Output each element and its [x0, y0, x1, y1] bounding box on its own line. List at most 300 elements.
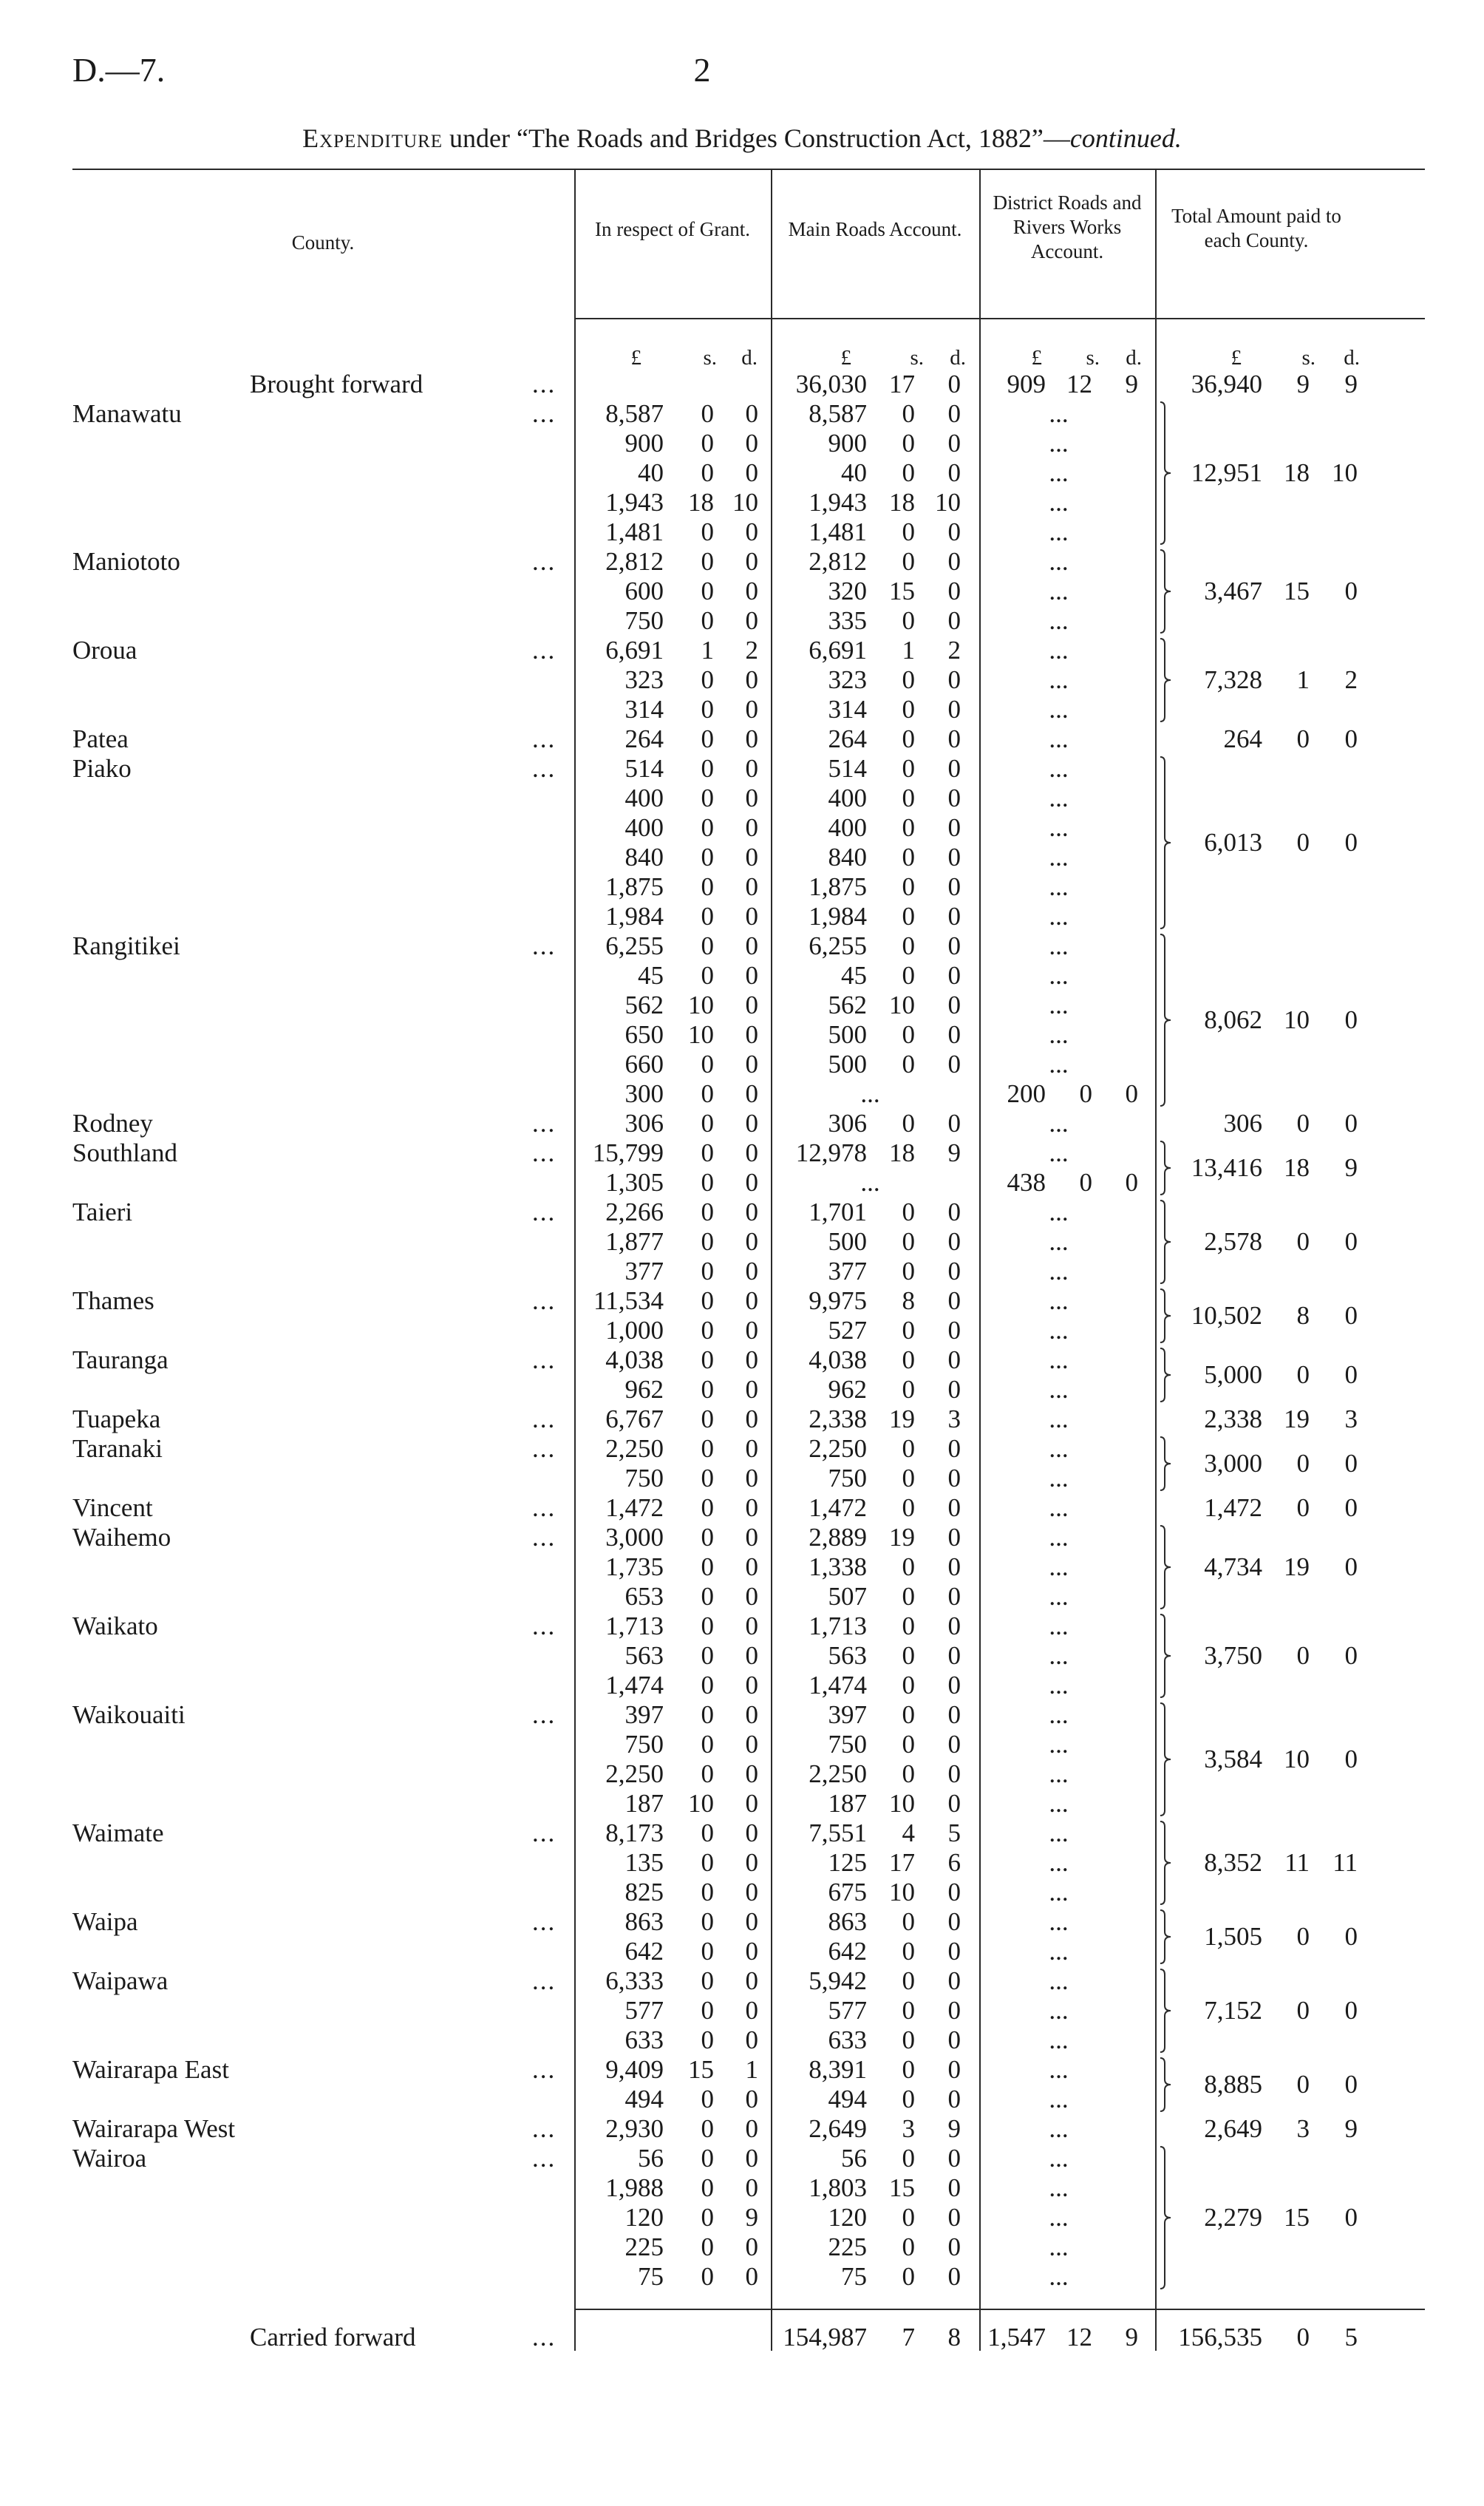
total-shilling-unit: s. — [1301, 346, 1315, 370]
total-pounds: 7,328 — [1204, 665, 1262, 694]
grant-pounds: 6,255 — [605, 931, 664, 960]
county-name: Tuapeka — [72, 1405, 161, 1433]
main-pence: 0 — [947, 1257, 961, 1286]
main-pounds: 45 — [841, 961, 867, 990]
county-column-header: County. — [291, 231, 355, 254]
grant-pence: 0 — [745, 2262, 758, 2291]
main-shillings: 0 — [902, 1050, 915, 1079]
grant-shillings: 0 — [701, 724, 714, 753]
district-empty-dots: ... — [1049, 577, 1069, 605]
grant-pounds: 397 — [624, 1700, 664, 1729]
main-pounds: 4,038 — [809, 1345, 867, 1374]
main-pounds: 1,984 — [809, 902, 867, 931]
total-pence: 0 — [1344, 1922, 1358, 1951]
bf-total-pounds: 36,940 — [1191, 370, 1262, 398]
county-name: Wairarapa West — [72, 2114, 236, 2143]
cf-main-pounds: 154,987 — [783, 2323, 867, 2352]
grant-pounds: 1,474 — [605, 1671, 664, 1699]
district-pounds: 200 — [1007, 1079, 1046, 1108]
grant-pounds: 6,767 — [605, 1405, 664, 1433]
district-empty-dots: ... — [1049, 2203, 1069, 2232]
district-empty-dots: ... — [1049, 1257, 1069, 1286]
district-empty-dots: ... — [1049, 1996, 1069, 2025]
grant-pounds: 900 — [624, 429, 664, 458]
leader-dots: ... — [532, 754, 556, 783]
grant-pounds: 650 — [624, 1020, 664, 1049]
total-shillings: 0 — [1296, 1493, 1310, 1522]
main-shillings: 0 — [902, 1730, 915, 1759]
document-reference: D.—7. — [72, 51, 166, 89]
main-shillings: 0 — [902, 754, 915, 783]
grant-shillings: 0 — [701, 1168, 714, 1197]
grant-pounds: 6,691 — [605, 636, 664, 665]
grant-shillings: 0 — [701, 665, 714, 694]
main-shillings: 0 — [902, 547, 915, 576]
grant-pence: 0 — [745, 1345, 758, 1374]
main-shillings: 0 — [902, 1434, 915, 1463]
main-pounds: 9,975 — [809, 1286, 867, 1315]
main-empty-dots: ... — [860, 1079, 880, 1108]
grant-shillings: 0 — [701, 2144, 714, 2173]
grant-pounds: 1,984 — [605, 902, 664, 931]
grouping-brace — [1159, 401, 1175, 545]
main-pounds: 6,691 — [809, 636, 867, 665]
main-pounds: 397 — [828, 1700, 867, 1729]
main-pence: 0 — [947, 1493, 961, 1522]
table-row — [0, 754, 1484, 784]
table-row — [0, 1079, 1484, 1109]
leader-dots: ... — [532, 2144, 556, 2173]
grant-shillings: 0 — [701, 1109, 714, 1138]
district-empty-dots: ... — [1049, 1286, 1069, 1315]
title-text: under “The Roads and Bridges Construction Act, 1882”— — [443, 123, 1070, 153]
main-empty-dots: ... — [860, 1168, 880, 1197]
grant-column-header: In respect of Grant. — [595, 218, 750, 240]
main-shillings: 0 — [902, 931, 915, 960]
leader-dots: ... — [532, 2055, 556, 2084]
grant-pounds: 633 — [624, 2025, 664, 2054]
main-shillings: 0 — [902, 961, 915, 990]
main-pence: 0 — [947, 1227, 961, 1256]
district-shilling-unit: s. — [1086, 346, 1100, 370]
district-empty-dots: ... — [1049, 1316, 1069, 1345]
main-pounds: 2,250 — [809, 1759, 867, 1788]
district-empty-dots: ... — [1049, 1464, 1069, 1493]
table-row — [0, 488, 1484, 517]
leader-dots: ... — [532, 1700, 556, 1729]
main-shillings: 0 — [902, 2144, 915, 2173]
grant-pence: 0 — [745, 665, 758, 694]
grant-shilling-unit: s. — [703, 346, 717, 370]
grant-pounds: 562 — [624, 991, 664, 1019]
main-pence: 0 — [947, 2144, 961, 2173]
grant-pence-unit: d. — [741, 346, 758, 370]
total-amount-column-header: Total Amount paid to each County. — [1171, 205, 1341, 251]
main-pounds: 500 — [828, 1050, 867, 1079]
grant-pounds: 40 — [638, 458, 664, 487]
grant-pounds: 3,000 — [605, 1523, 664, 1552]
total-pence: 0 — [1344, 1552, 1358, 1581]
leader-dots: ... — [532, 547, 556, 576]
main-shillings: 0 — [902, 1257, 915, 1286]
main-shillings: 0 — [902, 2085, 915, 2113]
cf-main-shillings: 7 — [902, 2323, 915, 2352]
total-shillings: 19 — [1284, 1405, 1310, 1433]
grant-pounds: 1,472 — [605, 1493, 664, 1522]
table-row — [0, 2232, 1484, 2262]
main-pence: 10 — [935, 488, 961, 517]
main-shillings: 0 — [902, 1700, 915, 1729]
grouping-brace — [1159, 1969, 1175, 2053]
grant-pounds: 1,713 — [605, 1612, 664, 1640]
grant-shillings: 0 — [701, 1700, 714, 1729]
district-empty-dots: ... — [1049, 606, 1069, 635]
total-pounds: 8,885 — [1204, 2070, 1262, 2099]
main-pence: 9 — [947, 2114, 961, 2143]
district-empty-dots: ... — [1049, 1552, 1069, 1581]
grant-pounds: 1,943 — [605, 488, 664, 517]
total-pounds: 6,013 — [1204, 828, 1262, 857]
total-shillings: 15 — [1284, 2203, 1310, 2232]
main-shillings: 15 — [889, 2173, 915, 2202]
grant-pounds: 600 — [624, 577, 664, 605]
grant-pounds: 642 — [624, 1937, 664, 1966]
grant-pence: 0 — [745, 1079, 758, 1108]
table-row — [0, 1878, 1484, 1907]
grant-pence: 0 — [745, 1138, 758, 1167]
grant-pounds: 120 — [624, 2203, 664, 2232]
grant-shillings: 0 — [701, 1198, 714, 1226]
main-pounds: 1,481 — [809, 517, 867, 546]
district-empty-dots: ... — [1049, 1878, 1069, 1906]
cf-district-shillings: 12 — [1066, 2323, 1092, 2352]
grant-pounds: 225 — [624, 2232, 664, 2261]
grant-pence: 0 — [745, 961, 758, 990]
total-pence: 0 — [1344, 1449, 1358, 1478]
district-shillings: 0 — [1079, 1168, 1092, 1197]
district-empty-dots: ... — [1049, 429, 1069, 458]
leader-dots: ... — [532, 2323, 556, 2352]
district-empty-dots: ... — [1049, 1198, 1069, 1226]
district-empty-dots: ... — [1049, 1700, 1069, 1729]
grant-shillings: 0 — [701, 1878, 714, 1906]
main-pounds: 2,649 — [809, 2114, 867, 2143]
total-pounds: 306 — [1223, 1109, 1262, 1138]
grant-shillings: 0 — [701, 1641, 714, 1670]
county-name: Rodney — [72, 1109, 153, 1138]
main-shillings: 0 — [902, 2262, 915, 2291]
main-pounds: 320 — [828, 577, 867, 605]
leader-dots: ... — [532, 370, 556, 398]
grouping-brace — [1159, 638, 1175, 722]
leader-dots: ... — [532, 1523, 556, 1552]
main-pence: 0 — [947, 1759, 961, 1788]
total-shillings: 15 — [1284, 577, 1310, 605]
grant-shillings: 0 — [701, 1434, 714, 1463]
bf-total-pence: 9 — [1344, 370, 1358, 398]
grant-pounds: 187 — [624, 1789, 664, 1818]
total-pounds: 10,502 — [1191, 1301, 1262, 1330]
main-shillings: 0 — [902, 1227, 915, 1256]
table-row — [0, 517, 1484, 547]
district-empty-dots: ... — [1049, 1671, 1069, 1699]
grant-pounds: 825 — [624, 1878, 664, 1906]
main-pounds: 8,587 — [809, 399, 867, 428]
main-pence: 0 — [947, 1700, 961, 1729]
county-name: Vincent — [72, 1493, 153, 1522]
leader-dots: ... — [532, 636, 556, 665]
cf-total-pence: 5 — [1344, 2323, 1358, 2352]
county-name: Patea — [72, 724, 129, 753]
main-shillings: 0 — [902, 1759, 915, 1788]
main-shillings: 0 — [902, 1937, 915, 1966]
bf-main-pence: 0 — [947, 370, 961, 398]
grouping-brace — [1159, 934, 1175, 1107]
leader-dots: ... — [532, 1405, 556, 1433]
grant-pounds: 1,481 — [605, 517, 664, 546]
main-shillings: 0 — [902, 1345, 915, 1374]
grouping-brace — [1159, 2146, 1175, 2289]
total-pence: 0 — [1344, 1109, 1358, 1138]
table-row — [0, 399, 1484, 429]
cf-total-pounds: 156,535 — [1178, 2323, 1262, 2352]
main-shillings: 8 — [902, 1286, 915, 1315]
total-pence: 0 — [1344, 577, 1358, 605]
grant-pounds: 1,875 — [605, 872, 664, 901]
grant-pence: 0 — [745, 1464, 758, 1493]
county-name: Waikouaiti — [72, 1700, 186, 1729]
total-shillings: 11 — [1284, 1848, 1310, 1877]
grant-pence: 0 — [745, 1730, 758, 1759]
main-pence: 0 — [947, 1641, 961, 1670]
table-bottom-rule — [575, 2309, 1425, 2310]
grant-pounds: 1,000 — [605, 1316, 664, 1345]
main-shillings: 4 — [902, 1819, 915, 1847]
main-shillings: 19 — [889, 1405, 915, 1433]
grant-shillings: 0 — [701, 2232, 714, 2261]
main-pounds: 527 — [828, 1316, 867, 1345]
main-shillings: 0 — [902, 1109, 915, 1138]
page-number: 2 — [693, 51, 711, 89]
main-pence: 0 — [947, 1671, 961, 1699]
district-pounds: 438 — [1007, 1168, 1046, 1197]
main-pence: 0 — [947, 1316, 961, 1345]
main-pounds: 264 — [828, 724, 867, 753]
grant-shillings: 0 — [701, 2025, 714, 2054]
main-pounds: 2,812 — [809, 547, 867, 576]
district-empty-dots: ... — [1049, 488, 1069, 517]
grant-pounds: 2,250 — [605, 1759, 664, 1788]
grant-pounds: 750 — [624, 1464, 664, 1493]
main-pence: 0 — [947, 1730, 961, 1759]
grant-shillings: 0 — [701, 517, 714, 546]
grant-pounds: 514 — [624, 754, 664, 783]
table-row — [0, 1612, 1484, 1641]
main-pounds: 1,474 — [809, 1671, 867, 1699]
grouping-brace — [1159, 1436, 1175, 1491]
grant-shillings: 0 — [701, 1730, 714, 1759]
main-pounds: 750 — [828, 1730, 867, 1759]
district-empty-dots: ... — [1049, 784, 1069, 812]
grant-pounds: 840 — [624, 843, 664, 872]
grant-pounds: 2,812 — [605, 547, 664, 576]
grant-pounds: 660 — [624, 1050, 664, 1079]
district-empty-dots: ... — [1049, 1819, 1069, 1847]
grant-pence: 0 — [745, 1996, 758, 2025]
main-pounds: 900 — [828, 429, 867, 458]
main-shillings: 0 — [902, 1641, 915, 1670]
main-pence: 0 — [947, 1996, 961, 2025]
total-shillings: 0 — [1296, 1641, 1310, 1670]
main-pounds: 125 — [828, 1848, 867, 1877]
main-shillings: 18 — [889, 488, 915, 517]
table-row — [0, 872, 1484, 902]
total-pence: 10 — [1332, 458, 1358, 487]
grant-shillings: 0 — [701, 2114, 714, 2143]
main-pounds: 323 — [828, 665, 867, 694]
main-shillings: 0 — [902, 695, 915, 724]
table-row — [0, 695, 1484, 724]
grant-pounds: 11,534 — [593, 1286, 664, 1315]
table-row — [0, 1789, 1484, 1819]
main-pence: 0 — [947, 1434, 961, 1463]
grant-shillings: 0 — [701, 1464, 714, 1493]
grant-pence: 0 — [745, 2025, 758, 2054]
main-pounds: 2,889 — [809, 1523, 867, 1552]
district-empty-dots: ... — [1049, 2055, 1069, 2084]
grant-shillings: 0 — [701, 813, 714, 842]
total-pence: 0 — [1344, 2070, 1358, 2099]
grant-pence: 0 — [745, 1227, 758, 1256]
district-pound-unit: £ — [1031, 346, 1042, 370]
grant-pounds: 8,587 — [605, 399, 664, 428]
table-row — [0, 1671, 1484, 1700]
brought-forward-row — [0, 370, 1484, 399]
leader-dots: ... — [532, 1966, 556, 1995]
main-shillings: 0 — [902, 1612, 915, 1640]
district-empty-dots: ... — [1049, 1345, 1069, 1374]
grant-pence: 0 — [745, 1582, 758, 1611]
main-shillings: 19 — [889, 1523, 915, 1552]
cf-district-pence: 9 — [1125, 2323, 1138, 2352]
main-pence: 0 — [947, 429, 961, 458]
table-row — [0, 1582, 1484, 1612]
grant-pence: 0 — [745, 1523, 758, 1552]
grant-pence: 0 — [745, 931, 758, 960]
main-pounds: 563 — [828, 1641, 867, 1670]
grant-pence: 10 — [732, 488, 758, 517]
grant-shillings: 0 — [701, 961, 714, 990]
main-shillings: 0 — [902, 1671, 915, 1699]
grant-pence: 0 — [745, 577, 758, 605]
main-pounds: 494 — [828, 2085, 867, 2113]
grouping-brace — [1159, 1348, 1175, 1402]
total-pounds: 13,416 — [1191, 1153, 1262, 1182]
grant-shillings: 0 — [701, 872, 714, 901]
main-shillings: 18 — [889, 1138, 915, 1167]
page-title — [0, 123, 1484, 154]
county-name: Maniototo — [72, 547, 180, 576]
total-pence: 0 — [1344, 1227, 1358, 1256]
main-pounds: 1,472 — [809, 1493, 867, 1522]
bf-main-shillings: 17 — [889, 370, 915, 398]
county-name: Waikato — [72, 1612, 158, 1640]
county-name: Waipawa — [72, 1966, 169, 1995]
district-empty-dots: ... — [1049, 399, 1069, 428]
grouping-brace — [1159, 756, 1175, 929]
total-shillings: 1 — [1296, 665, 1310, 694]
main-pounds: 306 — [828, 1109, 867, 1138]
district-pence: 0 — [1125, 1079, 1138, 1108]
main-pounds: 400 — [828, 784, 867, 812]
grant-pence: 0 — [745, 517, 758, 546]
grant-pence: 0 — [745, 754, 758, 783]
main-shillings: 0 — [902, 399, 915, 428]
main-pence: 0 — [947, 872, 961, 901]
bf-district-shillings: 12 — [1066, 370, 1092, 398]
total-pound-unit: £ — [1231, 346, 1242, 370]
grant-pence: 0 — [745, 2144, 758, 2173]
grant-pounds: 9,409 — [605, 2055, 664, 2084]
main-pounds: 1,338 — [809, 1552, 867, 1581]
table-row — [0, 2262, 1484, 2292]
grouping-brace — [1159, 1200, 1175, 1284]
grant-pounds: 8,173 — [605, 1819, 664, 1847]
main-pounds: 962 — [828, 1375, 867, 1404]
total-pence: 0 — [1344, 724, 1358, 753]
main-pence: 0 — [947, 1198, 961, 1226]
grant-pence: 0 — [745, 429, 758, 458]
grant-shillings: 0 — [701, 1050, 714, 1079]
main-shillings: 0 — [902, 784, 915, 812]
main-pounds: 314 — [828, 695, 867, 724]
district-empty-dots: ... — [1049, 1848, 1069, 1877]
grant-pounds: 300 — [624, 1079, 664, 1108]
district-empty-dots: ... — [1049, 813, 1069, 842]
main-pence: 0 — [947, 754, 961, 783]
district-empty-dots: ... — [1049, 961, 1069, 990]
total-shillings: 10 — [1284, 1745, 1310, 1773]
main-pounds: 840 — [828, 843, 867, 872]
bf-district-pounds: 909 — [1007, 370, 1046, 398]
table-row — [0, 636, 1484, 665]
main-pounds: 8,391 — [809, 2055, 867, 2084]
grant-pound-unit: £ — [630, 346, 641, 370]
main-pence: 0 — [947, 517, 961, 546]
brought-forward-label: Brought forward — [250, 370, 423, 398]
grant-pence: 0 — [745, 1552, 758, 1581]
district-empty-dots: ... — [1049, 1759, 1069, 1788]
grant-pounds: 323 — [624, 665, 664, 694]
total-pence: 0 — [1344, 1745, 1358, 1773]
main-shillings: 0 — [902, 1493, 915, 1522]
leader-dots: ... — [532, 1493, 556, 1522]
bf-total-shillings: 9 — [1296, 370, 1310, 398]
main-pounds: 633 — [828, 2025, 867, 2054]
grant-shillings: 10 — [688, 1789, 714, 1818]
grant-shillings: 0 — [701, 843, 714, 872]
grant-pence: 0 — [745, 458, 758, 487]
county-name: Waipa — [72, 1907, 138, 1936]
leader-dots: ... — [532, 1345, 556, 1374]
total-pounds: 2,338 — [1204, 1405, 1262, 1433]
carried-forward-row — [0, 2323, 1484, 2352]
district-empty-dots: ... — [1049, 2232, 1069, 2261]
grant-pounds: 653 — [624, 1582, 664, 1611]
main-pence: 0 — [947, 547, 961, 576]
total-pounds: 3,467 — [1204, 577, 1262, 605]
main-pence: 0 — [947, 991, 961, 1019]
